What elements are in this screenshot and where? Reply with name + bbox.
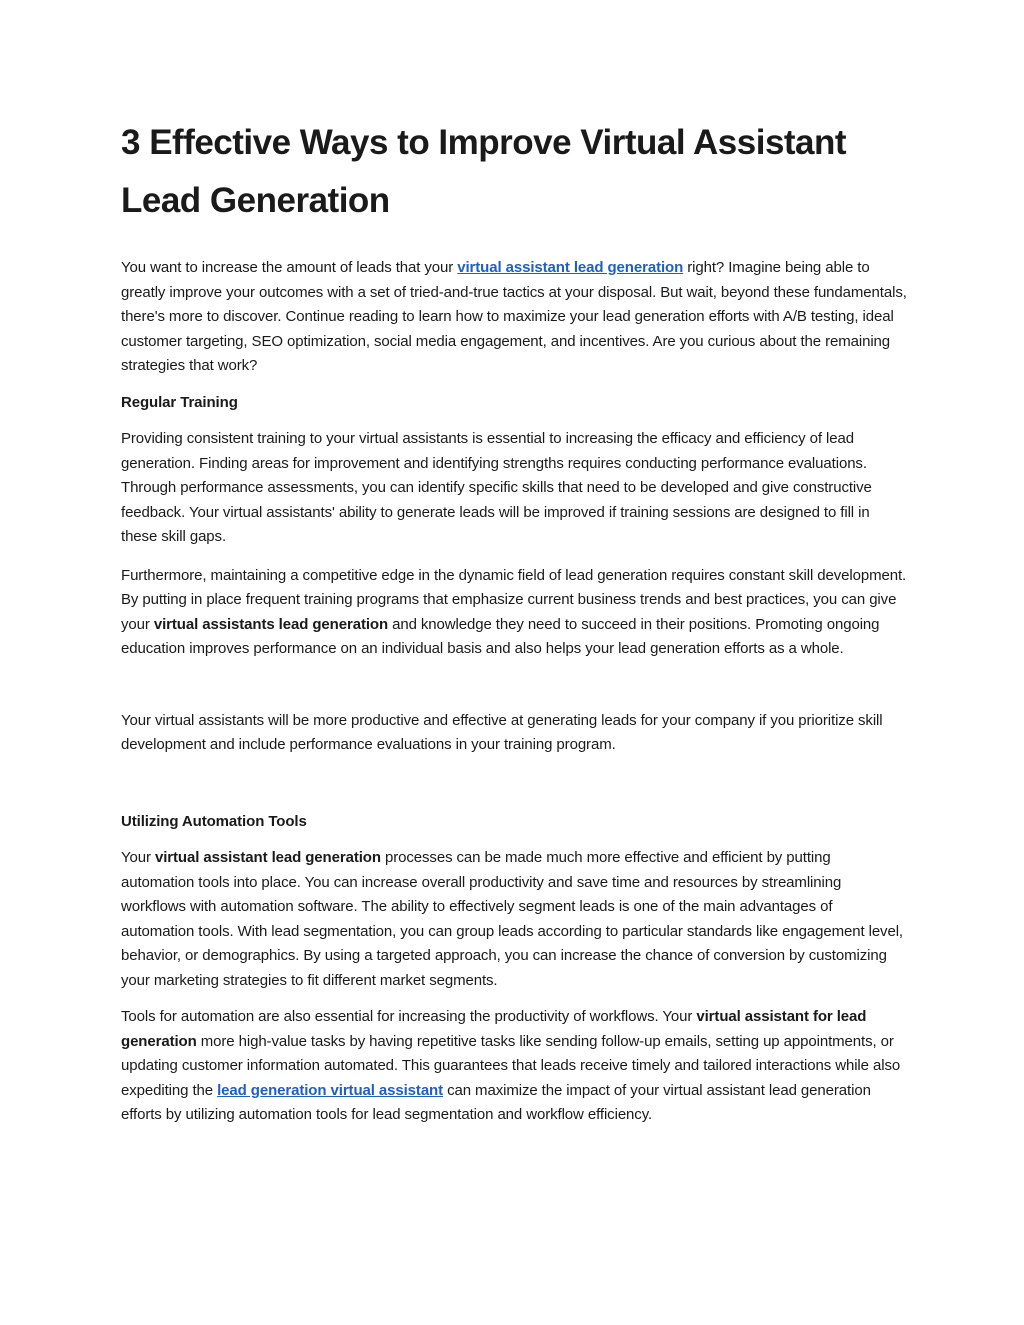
automation-paragraph-2: [121, 1005, 907, 1128]
document-page: [121, 114, 907, 1128]
regular-training-paragraph-1: Providing consistent training to your virtual assistants is essential to increasing the efficacy and efficiency of lead generation. Finding areas for improvement and identifying strengths requires conducting performance evaluations. Through performance assessments, you can identify specific skills that need to be developed and give constructive feedback. Your virtual assistants' ability to generate leads will be improved if training sessions are designed to fill in these skill gaps.: [121, 430, 872, 545]
intro-paragraph: [121, 256, 907, 379]
page-title: 3 Effective Ways to Improve Virtual Assistant Lead Generation: [121, 123, 847, 220]
bold-keyword: virtual assistant lead generation: [154, 849, 381, 866]
lead-generation-virtual-assistant-link[interactable]: lead generation virtual assistant: [217, 1081, 444, 1099]
regular-training-paragraph-2: [121, 564, 907, 662]
paragraph-text: more high-value tasks by having repetitive tasks like sending follow-up emails, setting up appointments, or updating customer information automated. This guarantees that leads receive timely and tailored interactions while also expediting the: [121, 1032, 901, 1099]
section-heading-automation-tools: Utilizing Automation Tools: [121, 812, 307, 830]
bold-keyword: virtual assistant for lead generation: [121, 1008, 867, 1050]
paragraph-text: Your: [121, 849, 155, 866]
paragraph-text: Tools for automation are also essential for increasing the productivity of workflows. Your: [121, 1008, 697, 1025]
virtual-assistant-lead-generation-link[interactable]: virtual assistant lead generation: [457, 259, 684, 276]
automation-paragraph-1: [121, 846, 907, 993]
bold-keyword: virtual assistants lead generation: [153, 615, 389, 633]
regular-training-paragraph-3: Your virtual assistants will be more productive and effective at generating leads for your company if you prioritize skill development and include performance evaluations in your training program.: [121, 711, 883, 753]
paragraph-text: can maximize the impact of your virtual assistant lead generation efforts by utilizing automation tools for lead segmentation and workflow efficiency.: [121, 1081, 871, 1123]
paragraph-text: processes can be made much more effective and efficient by putting automation tools into place. You can increase overall productivity and save time and resources by streamlining workflows with automation software. The ability to effectively segment leads is one of the main advantages of automation tools. With lead segmentation, you can group leads according to particular standards like engagement level, behavior, or demographics. By using a targeted approach, you can increase the chance of conversion by customizing your marketing strategies to fit different market segments.: [121, 849, 903, 989]
paragraph-text: Furthermore, maintaining a competitive edge in the dynamic field of lead generation requires constant skill development. By putting in place frequent training programs that emphasize current business trends and best practices, you can give your: [121, 566, 907, 633]
section-heading-regular-training: Regular Training: [121, 393, 238, 411]
intro-text-start: You want to increase the amount of leads that your: [121, 259, 458, 276]
paragraph-text: and knowledge they need to succeed in their positions. Promoting ongoing education improves performance on an individual basis and also helps your lead generation efforts as a whole.: [121, 615, 880, 657]
intro-text-end: right? Imagine being able to greatly improve your outcomes with a set of tried-and-true tactics at your disposal. But wait, beyond these fundamentals, there's more to discover. Continue reading to learn how to maximize your lead generation efforts with A/B testing, ideal customer targeting, SEO optimization, social media engagement, and incentives. Are you curious about the remaining strategies that work?: [121, 259, 907, 374]
